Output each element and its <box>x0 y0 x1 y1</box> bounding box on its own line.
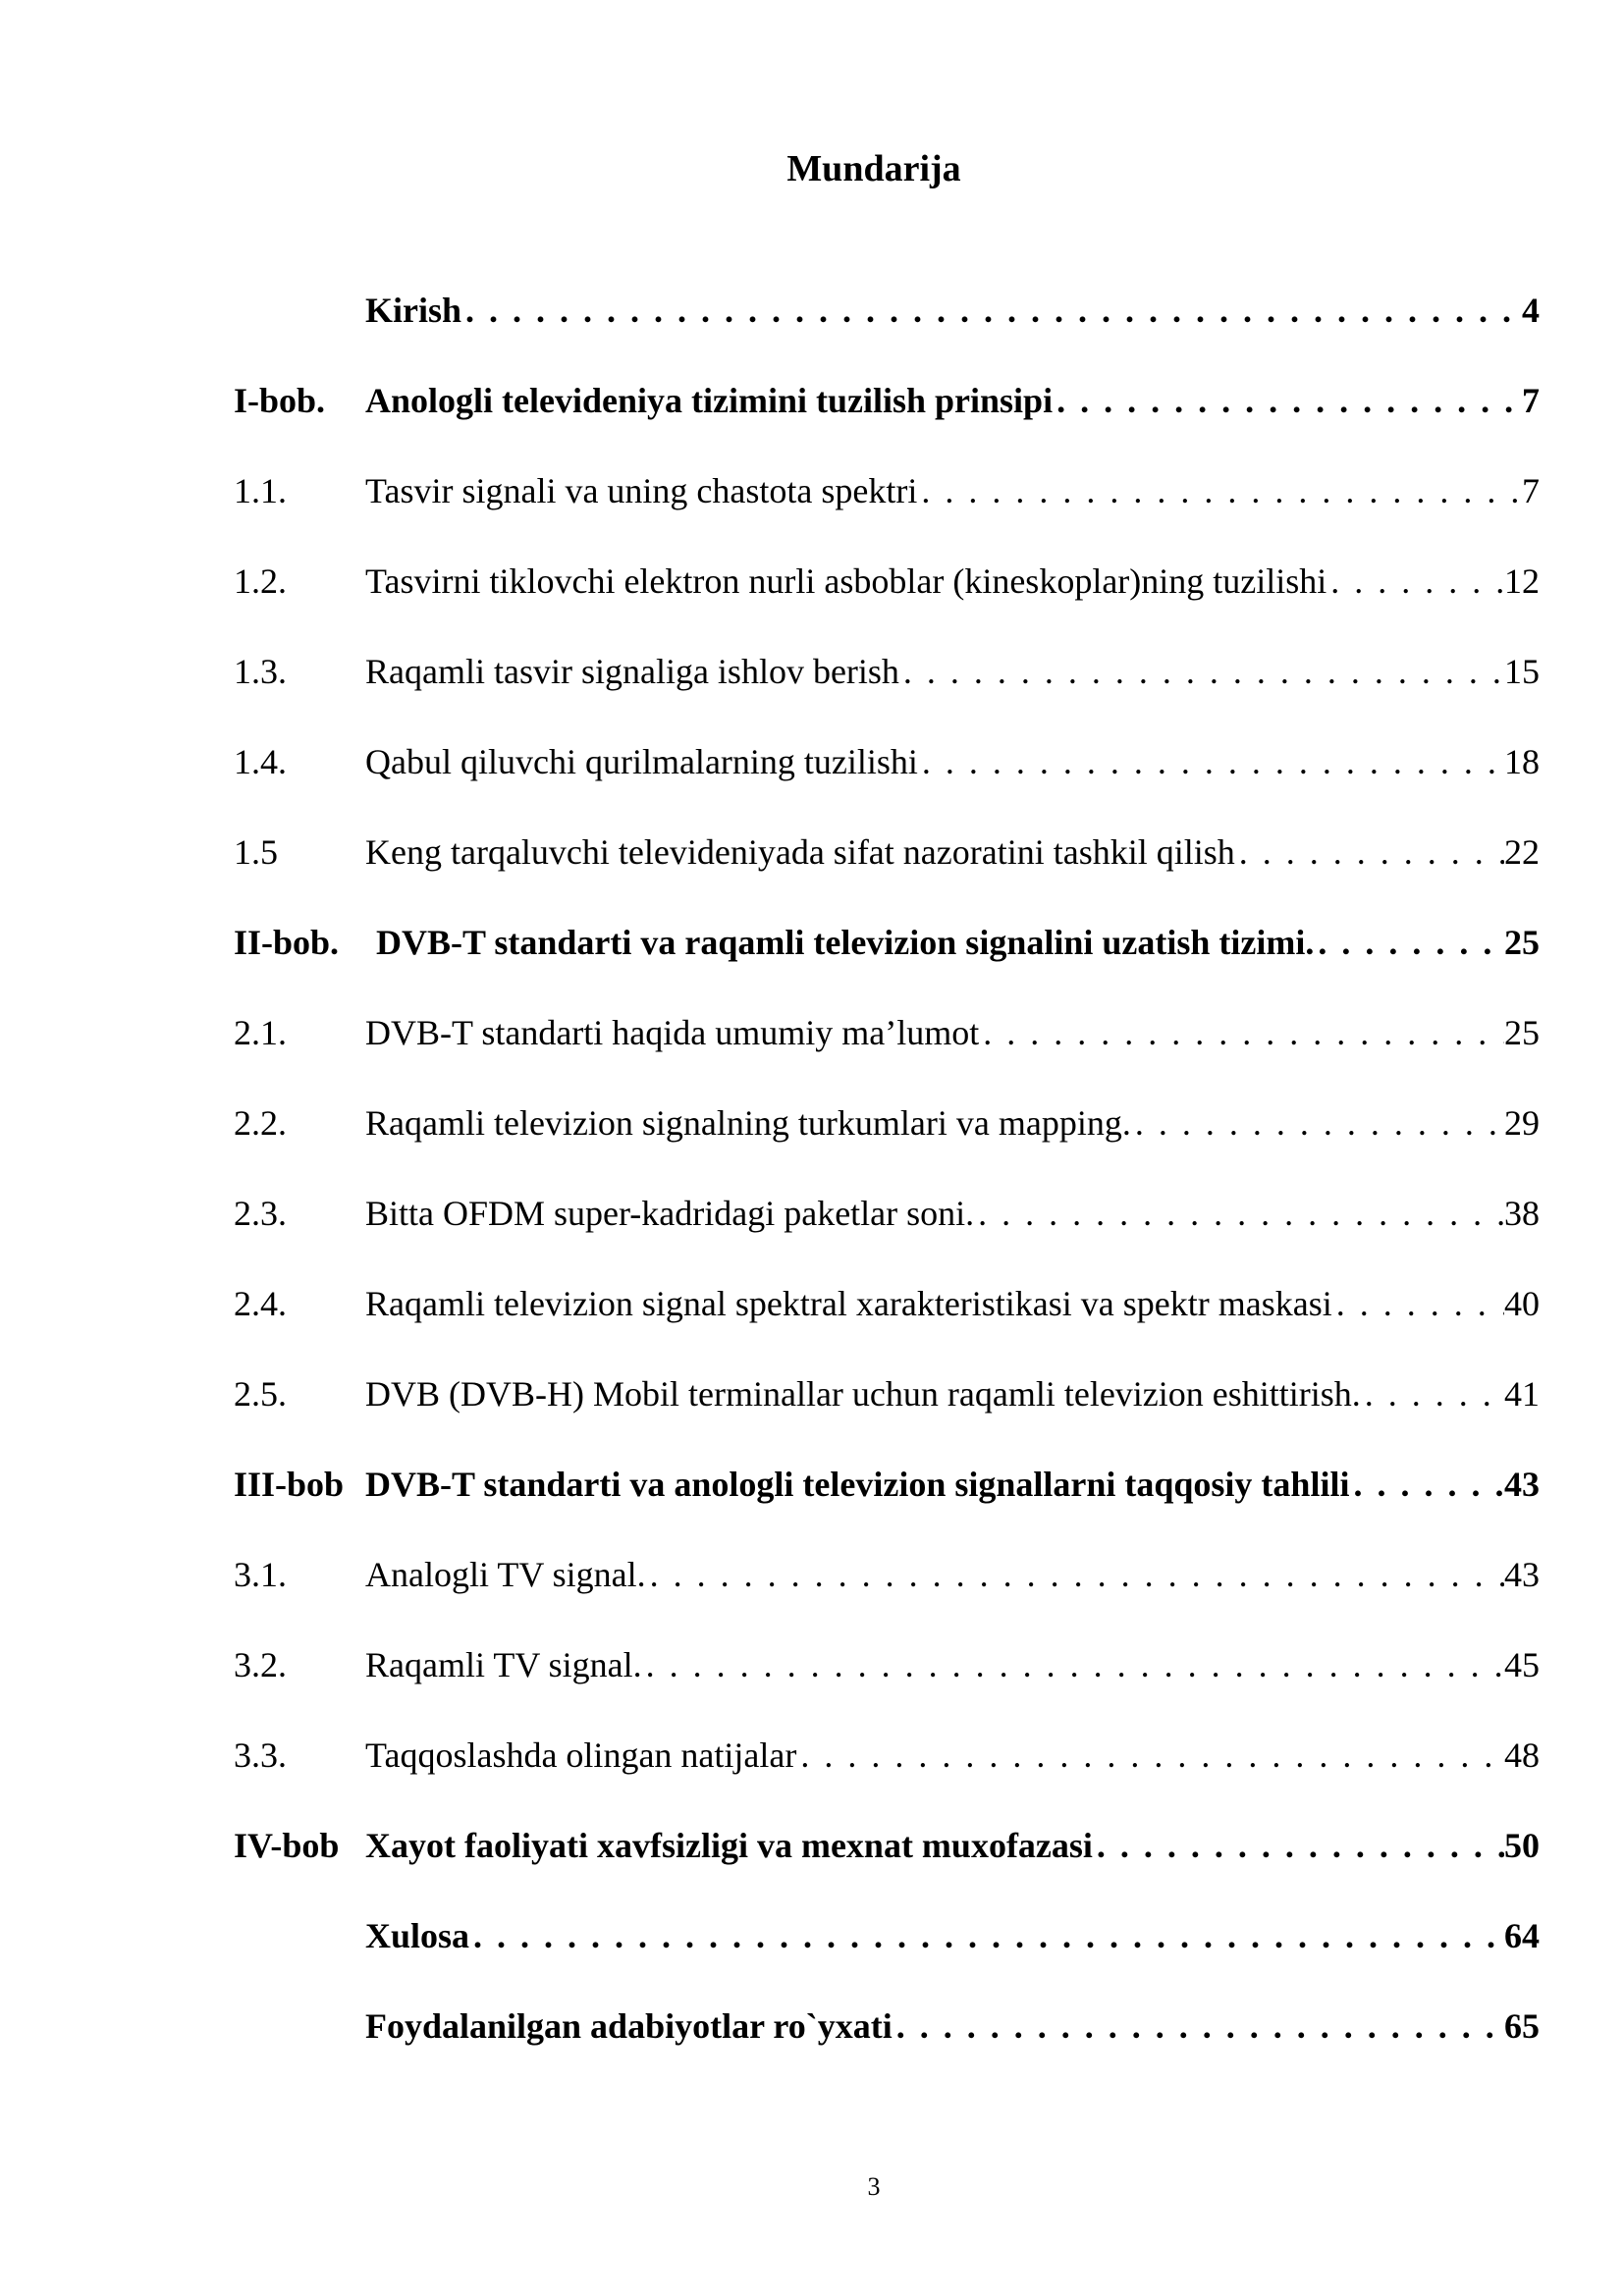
toc-entry-title: Raqamli televizion signalning turkumlari va mapping. <box>365 1103 1131 1143</box>
toc-entry[interactable] <box>234 1726 1540 1816</box>
toc-entry-number: 1.3. <box>234 652 287 691</box>
dot-leader <box>974 1184 1504 1243</box>
toc-entry-title: Kirish <box>365 291 462 330</box>
toc-entry-title: Raqamli tasvir signaliga ishlov berish <box>365 652 899 691</box>
toc-entry-title: Raqamli TV signal. <box>365 1645 642 1684</box>
dot-leader <box>918 732 1504 791</box>
dot-leader <box>899 642 1504 701</box>
toc-entry-title: Qabul qiluvchi qurilmalarning tuzilishi <box>365 742 918 781</box>
toc-entry[interactable] <box>234 1906 1540 1997</box>
toc-entry-title: Analogli TV signal. <box>365 1555 646 1594</box>
toc-entry-page: 64 <box>1504 1916 1540 1955</box>
toc-entry-page: 50 <box>1504 1826 1540 1865</box>
toc-entry[interactable] <box>234 461 1540 552</box>
toc-entry[interactable] <box>234 1455 1540 1545</box>
toc-entry[interactable] <box>234 1545 1540 1635</box>
toc-entry-line <box>365 1816 1540 1875</box>
dot-leader <box>1235 823 1504 881</box>
toc-entry[interactable] <box>234 1003 1540 1094</box>
dot-leader <box>979 1003 1504 1062</box>
toc-entry-number: II-bob. <box>234 923 340 962</box>
toc-entry-line <box>365 281 1540 340</box>
toc-entry-number: 3.2. <box>234 1645 287 1684</box>
toc-entry-number: 2.2. <box>234 1103 287 1143</box>
dot-leader <box>1361 1364 1504 1423</box>
page-number: 3 <box>867 2172 881 2201</box>
toc-entry[interactable] <box>234 732 1540 823</box>
toc-entry-page: 7 <box>1522 381 1540 420</box>
toc-entry[interactable] <box>234 823 1540 913</box>
dot-leader <box>917 461 1522 520</box>
toc-entry-number: III-bob <box>234 1465 345 1504</box>
toc-entry-number: 2.3. <box>234 1194 287 1233</box>
toc-entry-title: DVB (DVB-H) Mobil terminallar uchun raqamli televizion eshittirish. <box>365 1374 1361 1414</box>
toc-entry-line <box>365 1364 1540 1423</box>
toc-entry-line <box>365 1726 1540 1785</box>
dot-leader <box>1314 913 1504 972</box>
toc-entry-title: Xulosa <box>365 1916 470 1955</box>
toc-entry-page: 15 <box>1504 652 1540 691</box>
toc-entry-line <box>365 732 1540 791</box>
dot-leader <box>642 1635 1504 1694</box>
toc-entry-title: DVB-T standarti haqida umumiy ma’lumot <box>365 1013 980 1052</box>
toc-entry-line <box>365 1997 1540 2056</box>
toc-entry-line <box>365 461 1540 520</box>
toc-entry-number: I-bob. <box>234 381 326 420</box>
table-of-contents <box>234 281 1540 2087</box>
toc-entry-line <box>365 1455 1540 1514</box>
toc-entry-title: Keng tarqaluvchi televideniyada sifat nazoratini tashkil qilish <box>365 832 1235 872</box>
toc-entry-page: 29 <box>1504 1103 1540 1143</box>
toc-entry-page: 18 <box>1504 742 1540 781</box>
dot-leader <box>893 1997 1504 2056</box>
dot-leader <box>1326 552 1504 611</box>
toc-entry-line <box>365 1184 1540 1243</box>
toc-entry-page: 65 <box>1504 2006 1540 2046</box>
page-title: Mundarija <box>786 148 961 189</box>
toc-entry-page: 40 <box>1504 1284 1540 1323</box>
dot-leader <box>461 281 1522 340</box>
dot-leader <box>1131 1094 1504 1152</box>
toc-entry[interactable] <box>234 1997 1540 2087</box>
dot-leader <box>1349 1455 1504 1514</box>
toc-entry-page: 45 <box>1504 1645 1540 1684</box>
toc-entry-title: Taqqoslashda olingan natijalar <box>365 1735 797 1775</box>
toc-entry[interactable] <box>234 371 1540 461</box>
toc-entry-title: Xayot faoliyati xavfsizligi va mexnat muxofazasi <box>365 1826 1093 1865</box>
toc-entry-page: 41 <box>1504 1374 1540 1414</box>
toc-entry[interactable] <box>234 913 1540 1003</box>
toc-entry-title: Bitta OFDM super-kadridagi paketlar soni. <box>365 1194 975 1233</box>
toc-entry-number: 1.4. <box>234 742 287 781</box>
toc-entry-page: 38 <box>1504 1194 1540 1233</box>
toc-entry-page: 7 <box>1522 471 1540 510</box>
toc-entry[interactable] <box>234 1816 1540 1906</box>
toc-entry-number: 2.1. <box>234 1013 287 1052</box>
dot-leader <box>1053 371 1522 430</box>
toc-entry-page: 43 <box>1504 1555 1540 1594</box>
dot-leader <box>469 1906 1504 1965</box>
toc-entry-title: Tasvirni tiklovchi elektron nurli asboblar (kineskoplar)ning tuzilishi <box>365 561 1327 601</box>
toc-entry-line <box>365 1545 1540 1604</box>
toc-entry-page: 48 <box>1504 1735 1540 1775</box>
toc-entry[interactable] <box>234 1364 1540 1455</box>
toc-entry-page: 43 <box>1504 1465 1540 1504</box>
toc-entry-line <box>365 1003 1540 1062</box>
toc-entry-number: 3.1. <box>234 1555 287 1594</box>
toc-entry[interactable] <box>234 1094 1540 1184</box>
toc-entry-page: 12 <box>1504 561 1540 601</box>
dot-leader <box>1093 1816 1504 1875</box>
toc-entry-line <box>365 823 1540 881</box>
toc-entry-line <box>365 1906 1540 1965</box>
toc-entry-line <box>365 552 1540 611</box>
toc-entry-number: 3.3. <box>234 1735 287 1775</box>
toc-entry-page: 22 <box>1504 832 1540 872</box>
toc-entry-title: Raqamli televizion signal spektral xarakteristikasi va spektr maskasi <box>365 1284 1332 1323</box>
toc-entry-line <box>365 1094 1540 1152</box>
toc-entry-page: 4 <box>1522 291 1540 330</box>
toc-entry[interactable] <box>234 1184 1540 1274</box>
toc-entry-number: IV-bob <box>234 1826 340 1865</box>
toc-entry-line <box>365 1635 1540 1694</box>
toc-entry[interactable] <box>234 281 1540 371</box>
toc-entry-number: 2.4. <box>234 1284 287 1323</box>
toc-entry-title: Foydalanilgan adabiyotlar ro`yxati <box>365 2006 893 2046</box>
toc-entry-title: Tasvir signali va uning chastota spektri <box>365 471 918 510</box>
toc-entry-number: 1.5 <box>234 832 278 872</box>
toc-entry-line <box>365 371 1540 430</box>
toc-entry-title: DVB-T standarti va raqamli televizion signalini uzatish tizimi. <box>376 923 1315 962</box>
toc-entry-number: 2.5. <box>234 1374 287 1414</box>
toc-entry-line <box>376 913 1540 972</box>
dot-leader <box>796 1726 1504 1785</box>
toc-entry[interactable] <box>234 1274 1540 1364</box>
toc-entry-number: 1.1. <box>234 471 287 510</box>
toc-entry-line <box>365 1274 1540 1333</box>
toc-entry-page: 25 <box>1504 923 1540 962</box>
toc-entry-title: Anologli televideniya tizimini tuzilish prinsipi <box>365 381 1054 420</box>
toc-entry-line <box>365 642 1540 701</box>
toc-entry-title: DVB-T standarti va anologli televizion signallarni taqqosiy tahlili <box>365 1465 1350 1504</box>
dot-leader <box>1332 1274 1504 1333</box>
toc-entry[interactable] <box>234 1635 1540 1726</box>
toc-entry[interactable] <box>234 552 1540 642</box>
toc-entry[interactable] <box>234 642 1540 732</box>
toc-entry-page: 25 <box>1504 1013 1540 1052</box>
dot-leader <box>646 1545 1504 1604</box>
toc-entry-number: 1.2. <box>234 561 287 601</box>
